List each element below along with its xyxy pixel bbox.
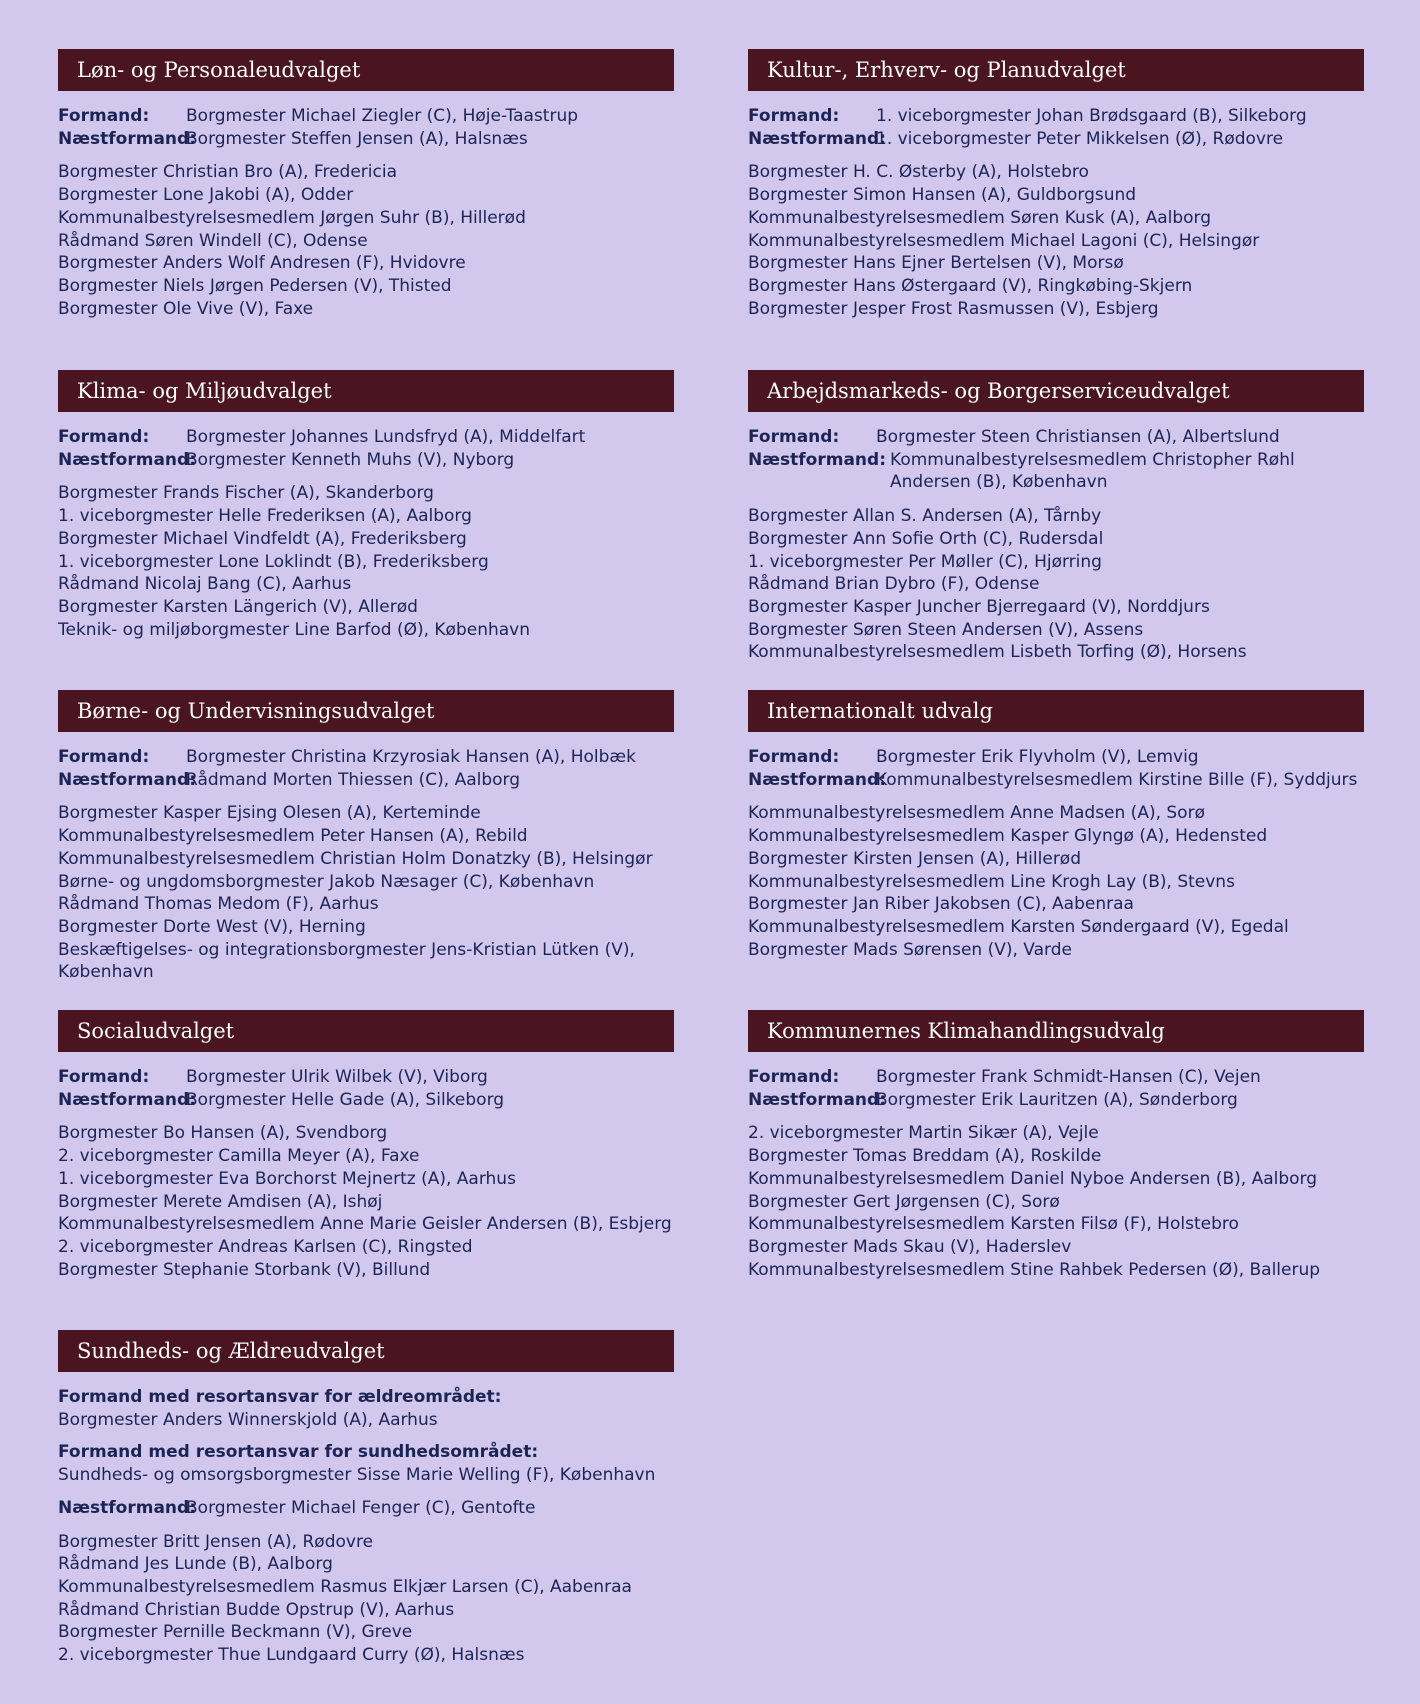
formand-aeldre-name: Borgmester Anders Winnerskjold (A), Aarhus (58, 1409, 438, 1430)
naestformand-name: Borgmester Helle Gade (A), Silkeborg (186, 1089, 505, 1110)
member: Rådmand Christian Budde Opstrup (V), Aarhus (58, 1599, 455, 1620)
member: 1. viceborgmester Helle Frederiksen (A), Aalborg (58, 506, 472, 527)
naestformand-name: Kommunalbestyrelsesmedlem Kirstine Bille (F), Syddjurs (876, 769, 1358, 790)
member: Borgmester Michael Vindfeldt (A), Frederiksberg (58, 528, 467, 549)
member: 1. viceborgmester Eva Borchorst Mejnertz (A), Aarhus (58, 1168, 516, 1189)
formand-aeldre-label: Formand med resortansvar for ældreområdet: (58, 1387, 502, 1407)
committee-title: Klima- og Miljøudvalget (58, 370, 674, 412)
naestformand-row (748, 128, 1364, 151)
member: Borgmester Kasper Ejsing Olesen (A), Kerteminde (58, 803, 481, 824)
formand-name: Borgmester Steen Christiansen (A), Albertslund (876, 427, 1280, 447)
committee-title: Internationalt udvalg (748, 690, 1364, 732)
member: 2. viceborgmester Martin Sikær (A), Vejle (748, 1123, 1099, 1144)
member: Borgmester Stephanie Storbank (V), Billund (58, 1259, 431, 1280)
naestformand-label: Næstformand: (748, 449, 887, 470)
member: Borgmester Søren Steen Andersen (V), Assens (748, 619, 1144, 640)
member-list (748, 1122, 1364, 1281)
member: 1. viceborgmester Lone Loklindt (B), Frederiksberg (58, 551, 489, 572)
member: Borgmester Pernille Beckmann (V), Greve (58, 1622, 413, 1643)
member: Borgmester Mads Sørensen (V), Varde (748, 939, 1072, 960)
member: Kommunalbestyrelsesmedlem Christian Holm Donatzky (B), Helsingør (58, 848, 653, 869)
member: Kommunalbestyrelsesmedlem Anne Marie Geisler Andersen (B), Esbjerg (58, 1214, 672, 1235)
formand-name: Borgmester Ulrik Wilbek (V), Viborg (186, 1067, 488, 1087)
member: Borgmester Frands Fischer (A), Skanderborg (58, 483, 434, 504)
formand-sundhed-label: Formand med resortansvar for sundhedsområdet: (58, 1442, 539, 1463)
formand-name: Borgmester Christina Krzyrosiak Hansen (A), Holbæk (186, 747, 636, 767)
naestformand-label: Næstformand: (748, 769, 887, 790)
committee-title: Børne- og Undervisningsudvalget (58, 690, 674, 732)
committee-title: Kultur-, Erhverv- og Planudvalget (748, 49, 1364, 91)
member: Rådmand Nicolaj Bang (C), Aarhus (58, 574, 352, 595)
formand-sundhed-name: Sundheds- og omsorgsborgmester Sisse Marie Welling (F), København (58, 1465, 656, 1486)
formand-label: Formand: (748, 106, 840, 126)
formand-name: Borgmester Michael Ziegler (C), Høje-Taastrup (186, 106, 579, 126)
naestformand-name: Borgmester Erik Lauritzen (A), Sønderborg (876, 1089, 1238, 1110)
naestformand-label: Næstformand: (58, 449, 197, 470)
member-list (58, 1531, 674, 1667)
member: Borgmester Mads Skau (V), Haderslev (748, 1236, 1072, 1257)
formand-row (58, 746, 674, 769)
naestformand-name: Kommunalbestyrelsesmedlem Christopher Røhl Andersen (B), København (890, 449, 1295, 493)
member: 2. viceborgmester Camilla Meyer (A), Faxe (58, 1146, 420, 1167)
member: Rådmand Thomas Medom (F), Aarhus (58, 894, 379, 915)
member: Borgmester Karsten Längerich (V), Allerød (58, 596, 418, 617)
committee-title: Kommunernes Klimahandlingsudvalg (748, 1010, 1364, 1052)
member: Kommunalbestyrelsesmedlem Peter Hansen (A), Rebild (58, 826, 528, 847)
formand-name: Borgmester Johannes Lundsfryd (A), Middelfart (186, 427, 586, 447)
naestformand-name: Borgmester Steffen Jensen (A), Halsnæs (186, 128, 528, 149)
member: Rådmand Brian Dybro (F), Odense (748, 574, 1040, 595)
member-list (748, 161, 1364, 320)
formand-label: Formand: (58, 747, 150, 767)
member: Kommunalbestyrelsesmedlem Stine Rahbek Pedersen (Ø), Ballerup (748, 1259, 1321, 1280)
member: 1. viceborgmester Per Møller (C), Hjørring (748, 551, 1102, 572)
member: Borgmester Britt Jensen (A), Rødovre (58, 1531, 374, 1552)
member: Kommunalbestyrelsesmedlem Søren Kusk (A), Aalborg (748, 207, 1212, 228)
naestformand-label: Næstformand: (58, 1497, 197, 1518)
formand-name: Borgmester Erik Flyvholm (V), Lemvig (876, 747, 1199, 767)
formand-label: Formand: (58, 427, 150, 447)
naestformand-label: Næstformand: (748, 1089, 887, 1110)
member: Borgmester Niels Jørgen Pedersen (V), Thisted (58, 275, 452, 296)
member: Borgmester Merete Amdisen (A), Ishøj (58, 1191, 383, 1212)
committee-title: Sundheds- og Ældreudvalget (58, 1330, 674, 1372)
naestformand-row (748, 449, 1364, 494)
member: Kommunalbestyrelsesmedlem Karsten Søndergaard (V), Egedal (748, 916, 1289, 937)
member: 2. viceborgmester Thue Lundgaard Curry (Ø), Halsnæs (58, 1645, 525, 1666)
member: Borgmester Bo Hansen (A), Svendborg (58, 1123, 388, 1144)
formand-row (748, 1066, 1364, 1089)
member: Borgmester Simon Hansen (A), Guldborgsund (748, 185, 1137, 206)
naestformand-row (58, 769, 674, 792)
formand-row (58, 1066, 674, 1089)
member-list (58, 802, 674, 984)
member: Borgmester Tomas Breddam (A), Roskilde (748, 1146, 1102, 1167)
naestformand-row (58, 128, 674, 151)
member: Kommunalbestyrelsesmedlem Line Krogh Lay (B), Stevns (748, 871, 1235, 892)
member: Borgmester Ole Vive (V), Faxe (58, 298, 314, 319)
formand-label: Formand: (748, 747, 840, 767)
member: Beskæftigelses- og integrationsborgmester Jens-Kristian Lütken (V), København (58, 939, 635, 983)
naestformand-name: Borgmester Kenneth Muhs (V), Nyborg (186, 449, 515, 470)
member: Borgmester Hans Ejner Bertelsen (V), Morsø (748, 253, 1124, 274)
committee-klima (58, 370, 674, 641)
naestformand-name: Rådmand Morten Thiessen (C), Aalborg (186, 769, 521, 790)
naestformand-name: Borgmester Michael Fenger (C), Gentofte (186, 1497, 536, 1518)
formand-label: Formand: (748, 1067, 840, 1087)
naestformand-label: Næstformand: (58, 1089, 197, 1110)
formand-name: 1. viceborgmester Johan Brødsgaard (B), Silkeborg (876, 106, 1307, 126)
member: Borgmester Kasper Juncher Bjerregaard (V), Norddjurs (748, 596, 1210, 617)
committee-social (58, 1010, 674, 1281)
member: Borgmester H. C. Østerby (A), Holstebro (748, 162, 1089, 183)
member: Kommunalbestyrelsesmedlem Rasmus Elkjær Larsen (C), Aabenraa (58, 1576, 632, 1597)
naestformand-label: Næstformand: (58, 769, 197, 790)
member: Borgmester Allan S. Andersen (A), Tårnby (748, 506, 1102, 527)
member: Rådmand Jes Lunde (B), Aalborg (58, 1554, 333, 1575)
member: Borgmester Kirsten Jensen (A), Hillerød (748, 848, 1081, 869)
formand-name: Borgmester Frank Schmidt-Hansen (C), Vejen (876, 1067, 1261, 1087)
member-list (58, 1122, 674, 1281)
formand-label: Formand: (748, 427, 840, 447)
committee-intl (748, 690, 1364, 961)
member: Borgmester Christian Bro (A), Fredericia (58, 162, 397, 183)
member-list (748, 505, 1364, 664)
committee-lon (58, 49, 674, 320)
member: Teknik- og miljøborgmester Line Barfod (Ø), København (58, 619, 531, 640)
member: Kommunalbestyrelsesmedlem Karsten Filsø (F), Holstebro (748, 1214, 1239, 1235)
naestformand-label: Næstformand: (58, 128, 197, 149)
member: Borgmester Hans Østergaard (V), Ringkøbing-Skjern (748, 275, 1193, 296)
member: Borgmester Jesper Frost Rasmussen (V), Esbjerg (748, 298, 1159, 319)
formand-row (748, 426, 1364, 449)
member-list (748, 802, 1364, 961)
committee-title: Løn- og Personaleudvalget (58, 49, 674, 91)
committee-borne (58, 690, 674, 984)
member: Kommunalbestyrelsesmedlem Lisbeth Torfing (Ø), Horsens (748, 642, 1247, 663)
committee-kultur (748, 49, 1364, 320)
member: Kommunalbestyrelsesmedlem Anne Madsen (A), Sorø (748, 803, 1205, 824)
member: Børne- og ungdomsborgmester Jakob Næsager (C), København (58, 871, 595, 892)
committee-title: Socialudvalget (58, 1010, 674, 1052)
naestformand-name: 1. viceborgmester Peter Mikkelsen (Ø), Rødovre (876, 128, 1284, 149)
member: Kommunalbestyrelsesmedlem Michael Lagoni (C), Helsingør (748, 230, 1260, 251)
member: Borgmester Gert Jørgensen (C), Sorø (748, 1191, 1060, 1212)
naestformand-row (58, 449, 674, 472)
member: Borgmester Ann Sofie Orth (C), Rudersdal (748, 528, 1104, 549)
member: Borgmester Anders Wolf Andresen (F), Hvidovre (58, 253, 466, 274)
formand-row (748, 746, 1364, 769)
naestformand-row (748, 1089, 1364, 1112)
naestformand-label: Næstformand: (748, 128, 887, 149)
member: Borgmester Lone Jakobi (A), Odder (58, 185, 354, 206)
member: Kommunalbestyrelsesmedlem Daniel Nyboe Andersen (B), Aalborg (748, 1168, 1318, 1189)
committee-arbejd (748, 370, 1364, 664)
naestformand-row (58, 1497, 674, 1520)
formand-row (58, 426, 674, 449)
member: Rådmand Søren Windell (C), Odense (58, 230, 368, 251)
member-list (58, 161, 674, 320)
member: Borgmester Jan Riber Jakobsen (C), Aabenraa (748, 894, 1134, 915)
naestformand-row (748, 769, 1364, 792)
committee-title: Arbejdsmarkeds- og Borgerserviceudvalget (748, 370, 1364, 412)
member: 2. viceborgmester Andreas Karlsen (C), Ringsted (58, 1236, 473, 1257)
naestformand-row (58, 1089, 674, 1112)
committee-sundhed (58, 1330, 674, 1667)
committee-klimahandling (748, 1010, 1364, 1281)
formand-row (748, 105, 1364, 128)
member: Borgmester Dorte West (V), Herning (58, 916, 366, 937)
formand-row (58, 105, 674, 128)
member-list (58, 482, 674, 641)
formand-label: Formand: (58, 1067, 150, 1087)
member: Kommunalbestyrelsesmedlem Jørgen Suhr (B), Hillerød (58, 207, 526, 228)
formand-label: Formand: (58, 106, 150, 126)
member: Kommunalbestyrelsesmedlem Kasper Glyngø (A), Hedensted (748, 826, 1268, 847)
